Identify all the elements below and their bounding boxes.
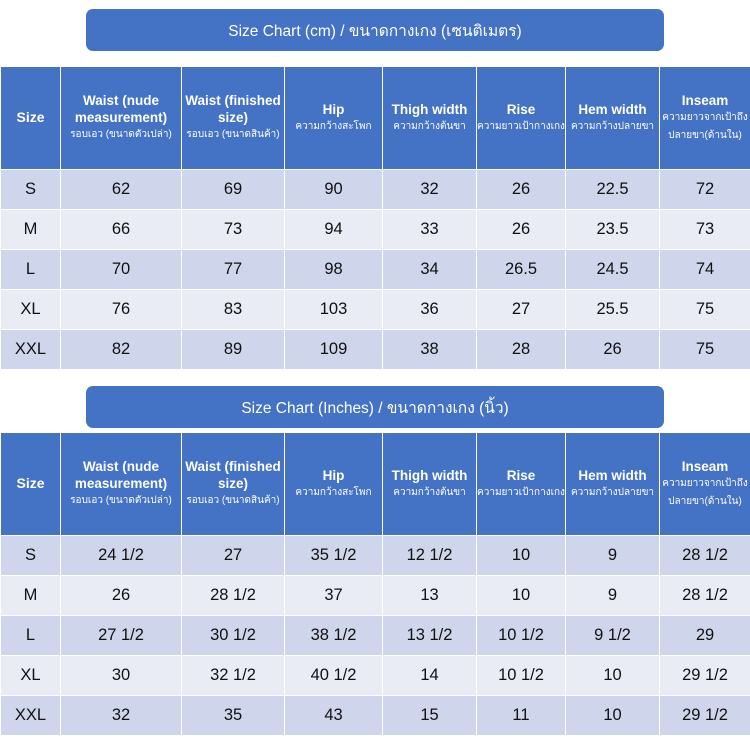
cell: 10 [566, 656, 660, 696]
cell: 73 [182, 210, 285, 250]
cell: 28 1/2 [660, 536, 750, 576]
cell: 70 [61, 250, 182, 290]
header-waist-nude: Waist (nude measurement) รอบเอว (ขนาดตัวเปล่า) [61, 433, 182, 536]
header-hip: Hip ความกว้างสะโพก [285, 433, 383, 536]
cell: 38 [383, 330, 477, 370]
header-inseam: Inseam ความยาวจากเป้าถึงปลายขา(ด้านใน) [660, 67, 750, 170]
cell: 43 [285, 696, 383, 736]
table-row [1, 616, 750, 656]
cell: 32 1/2 [182, 656, 285, 696]
cell: 26 [477, 210, 566, 250]
header-inseam: Inseam ความยาวจากเป้าถึงปลายขา(ด้านใน) [660, 433, 750, 536]
cell-size: XL [1, 656, 61, 696]
header-thigh-width: Thigh width ความกว้างต้นขา [383, 67, 477, 170]
cell-size: L [1, 616, 61, 656]
cell: 74 [660, 250, 750, 290]
cell-size: M [1, 576, 61, 616]
cell: 29 [660, 616, 750, 656]
table-row [1, 330, 750, 370]
header-rise: Rise ความยาวเป้ากางเกง [477, 433, 566, 536]
cell: 26.5 [477, 250, 566, 290]
cell: 90 [285, 170, 383, 210]
cell-size: L [1, 250, 61, 290]
cell: 109 [285, 330, 383, 370]
header-row [1, 433, 750, 536]
cell: 98 [285, 250, 383, 290]
table-row [1, 696, 750, 736]
cell: 29 1/2 [660, 696, 750, 736]
cell: 83 [182, 290, 285, 330]
table-row [1, 576, 750, 616]
cm-size-table [0, 66, 750, 370]
header-hem-width: Hem width ความกว้างปลายขา [566, 433, 660, 536]
cell: 38 1/2 [285, 616, 383, 656]
cell: 73 [660, 210, 750, 250]
cell: 66 [61, 210, 182, 250]
cell-size: S [1, 170, 61, 210]
cell: 23.5 [566, 210, 660, 250]
cell: 40 1/2 [285, 656, 383, 696]
inch-chart-title: Size Chart (Inches) / ขนาดกางเกง (นิ้ว) [86, 386, 664, 428]
header-hem-width: Hem width ความกว้างปลายขา [566, 67, 660, 170]
cell-size: S [1, 536, 61, 576]
cell: 35 1/2 [285, 536, 383, 576]
cell: 24 1/2 [61, 536, 182, 576]
cell: 9 [566, 576, 660, 616]
cell-size: XXL [1, 696, 61, 736]
cell-size: XXL [1, 330, 61, 370]
cell: 75 [660, 290, 750, 330]
table-row [1, 290, 750, 330]
cell: 9 [566, 536, 660, 576]
cell: 69 [182, 170, 285, 210]
table-row [1, 536, 750, 576]
cell: 26 [566, 330, 660, 370]
cell: 35 [182, 696, 285, 736]
cell-size: M [1, 210, 61, 250]
table-row [1, 656, 750, 696]
header-thigh-width: Thigh width ความกว้างต้นขา [383, 433, 477, 536]
cell: 76 [61, 290, 182, 330]
cell: 37 [285, 576, 383, 616]
cell: 28 [477, 330, 566, 370]
header-waist-nude: Waist (nude measurement) รอบเอว (ขนาดตัวเปล่า) [61, 67, 182, 170]
table-row [1, 250, 750, 290]
cell: 13 [383, 576, 477, 616]
cell: 22.5 [566, 170, 660, 210]
cell: 62 [61, 170, 182, 210]
cell: 30 1/2 [182, 616, 285, 656]
cell: 28 1/2 [660, 576, 750, 616]
cell: 10 [477, 576, 566, 616]
cell-size: XL [1, 290, 61, 330]
cell: 30 [61, 656, 182, 696]
cell: 25.5 [566, 290, 660, 330]
cell: 10 1/2 [477, 656, 566, 696]
cell: 103 [285, 290, 383, 330]
cell: 12 1/2 [383, 536, 477, 576]
table-row [1, 170, 750, 210]
cell: 10 [477, 536, 566, 576]
cell: 26 [61, 576, 182, 616]
header-hip: Hip ความกว้างสะโพก [285, 67, 383, 170]
cell: 14 [383, 656, 477, 696]
cell: 28 1/2 [182, 576, 285, 616]
header-row [1, 67, 750, 170]
cell: 77 [182, 250, 285, 290]
cell: 10 1/2 [477, 616, 566, 656]
cell: 9 1/2 [566, 616, 660, 656]
cell: 24.5 [566, 250, 660, 290]
header-waist-finished: Waist (finished size) รอบเอว (ขนาดสินค้า) [182, 433, 285, 536]
cell: 94 [285, 210, 383, 250]
cell: 33 [383, 210, 477, 250]
cell: 82 [61, 330, 182, 370]
cell: 34 [383, 250, 477, 290]
cell: 89 [182, 330, 285, 370]
cell: 27 [182, 536, 285, 576]
cell: 11 [477, 696, 566, 736]
cell: 32 [383, 170, 477, 210]
cell: 72 [660, 170, 750, 210]
cell: 29 1/2 [660, 656, 750, 696]
header-waist-finished: Waist (finished size) รอบเอว (ขนาดสินค้า) [182, 67, 285, 170]
cell: 15 [383, 696, 477, 736]
cell: 36 [383, 290, 477, 330]
cell: 26 [477, 170, 566, 210]
cm-chart-title: Size Chart (cm) / ขนาดกางเกง (เซนติเมตร) [86, 9, 664, 51]
table-row [1, 210, 750, 250]
header-size: Size [1, 67, 61, 170]
cell: 10 [566, 696, 660, 736]
cell: 27 1/2 [61, 616, 182, 656]
inch-size-table [0, 432, 750, 736]
header-rise: Rise ความยาวเป้ากางเกง [477, 67, 566, 170]
cell: 13 1/2 [383, 616, 477, 656]
header-size: Size [1, 433, 61, 536]
cell: 27 [477, 290, 566, 330]
cell: 32 [61, 696, 182, 736]
cell: 75 [660, 330, 750, 370]
